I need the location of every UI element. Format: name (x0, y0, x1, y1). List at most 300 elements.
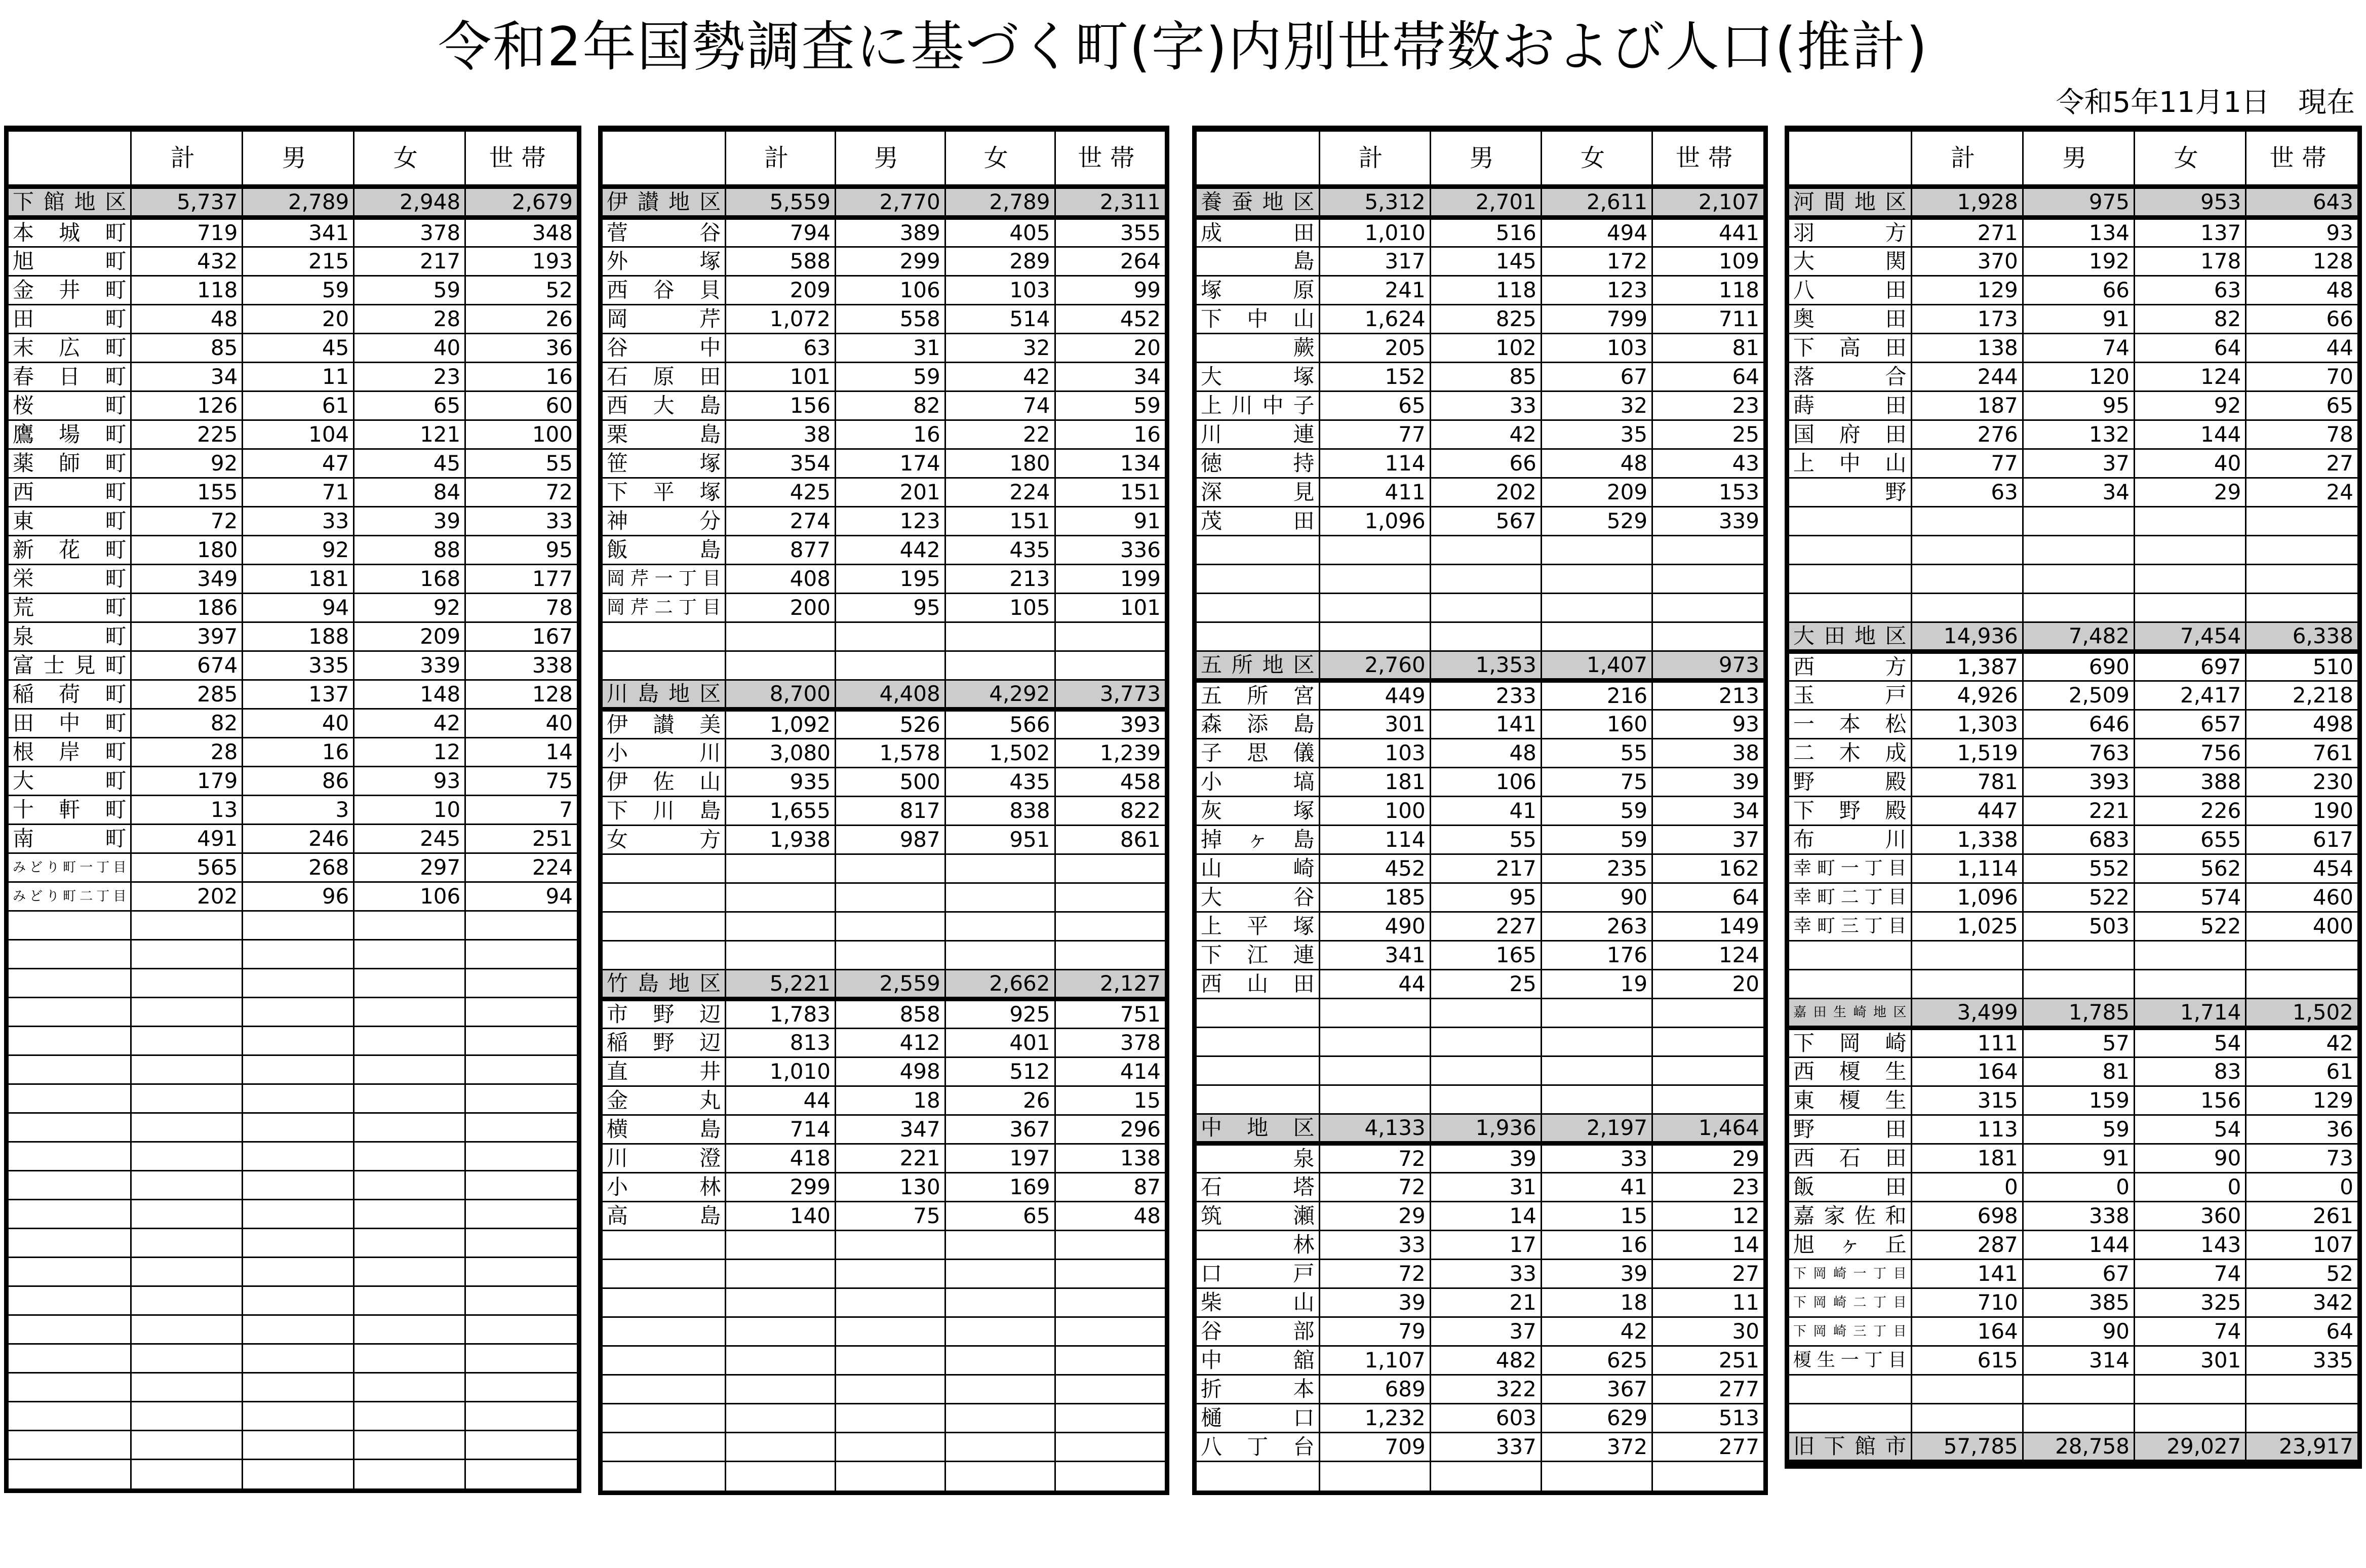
male-cell (243, 1431, 354, 1460)
female-cell (354, 1229, 465, 1258)
area-name (1789, 594, 1911, 622)
male-cell: 33 (1430, 1260, 1541, 1288)
female-cell: 84 (354, 478, 465, 507)
table-row (9, 391, 577, 420)
households-cell: 44 (2246, 334, 2357, 363)
households-cell (465, 1084, 577, 1113)
male-cell: 14 (1430, 1202, 1541, 1231)
total-cell (1319, 565, 1430, 594)
male-cell (243, 998, 354, 1027)
area-name: 林 (1197, 1231, 1319, 1260)
households-cell (465, 1229, 577, 1258)
area-name (9, 1113, 131, 1142)
area-name: 伊讃地区 (603, 187, 726, 218)
area-name: 上平塚 (1197, 912, 1319, 941)
area-name: 薬師町 (9, 449, 131, 478)
households-cell (465, 1142, 577, 1171)
table-block (598, 126, 1169, 1495)
area-name: 子思儀 (1197, 739, 1319, 768)
total-cell (726, 1404, 836, 1433)
table-row (1197, 391, 1763, 420)
households-cell: 87 (1055, 1173, 1165, 1202)
column-header-name (603, 131, 726, 187)
female-cell: 151 (945, 507, 1055, 536)
table-block (4, 126, 581, 1493)
total-cell: 287 (1911, 1231, 2023, 1260)
female-cell: 925 (945, 999, 1055, 1029)
female-cell (2135, 941, 2246, 970)
male-cell: 817 (835, 797, 945, 826)
male-cell: 526 (835, 710, 945, 739)
male-cell: 338 (2023, 1202, 2134, 1231)
total-cell: 181 (1911, 1144, 2023, 1173)
female-cell: 48 (1541, 449, 1652, 478)
empty-row (1197, 594, 1763, 622)
households-cell: 30 (1652, 1317, 1763, 1346)
table-row (603, 391, 1165, 420)
female-cell: 2,789 (945, 187, 1055, 218)
population-table (1197, 130, 1763, 1491)
empty-row (1197, 1056, 1763, 1085)
table-row (1789, 826, 2357, 854)
area-name (9, 1229, 131, 1258)
households-cell: 16 (465, 363, 577, 391)
area-name: 田中町 (9, 709, 131, 738)
total-cell: 141 (1911, 1260, 2023, 1288)
total-cell (1319, 1056, 1430, 1085)
households-cell (1652, 1462, 1763, 1491)
table-row (603, 768, 1165, 797)
area-name (603, 1375, 726, 1404)
total-cell: 34 (131, 363, 243, 391)
female-cell: 83 (2135, 1057, 2246, 1086)
empty-row (603, 1231, 1165, 1260)
households-cell: 14 (1652, 1231, 1763, 1260)
male-cell: 81 (2023, 1057, 2134, 1086)
area-name: 蒔田 (1789, 391, 1911, 420)
male-cell: 268 (243, 853, 354, 882)
female-cell (354, 1171, 465, 1200)
area-name (603, 1288, 726, 1317)
area-name: 西谷貝 (603, 276, 726, 305)
area-name (9, 969, 131, 998)
female-cell (1541, 1028, 1652, 1056)
households-cell: 296 (1055, 1115, 1165, 1144)
area-name (1789, 941, 1911, 970)
area-name (603, 1346, 726, 1375)
male-cell: 31 (1430, 1173, 1541, 1202)
population-table (1789, 130, 2357, 1464)
female-cell (1541, 999, 1652, 1028)
area-name: 国府田 (1789, 420, 1911, 449)
column-header-male: 男 (1430, 131, 1541, 187)
total-cell: 209 (726, 276, 836, 305)
area-name (9, 1027, 131, 1055)
area-name (9, 1373, 131, 1402)
male-cell: 104 (243, 420, 354, 449)
area-name: 下岡崎三丁目 (1789, 1317, 1911, 1346)
households-cell: 498 (2246, 710, 2357, 739)
total-cell: 698 (1911, 1202, 2023, 1231)
table-row (1789, 420, 2357, 449)
empty-row (1789, 941, 2357, 970)
empty-row (9, 969, 577, 998)
table-row (1789, 1173, 2357, 1202)
female-cell: 2,417 (2135, 681, 2246, 710)
female-cell: 756 (2135, 739, 2246, 768)
area-name (9, 1460, 131, 1488)
female-cell (354, 1315, 465, 1344)
female-cell (1541, 1056, 1652, 1085)
male-cell: 91 (2023, 305, 2134, 334)
total-cell: 1,096 (1319, 507, 1430, 536)
total-cell (131, 1200, 243, 1229)
total-cell: 65 (1319, 391, 1430, 420)
total-cell: 28 (131, 738, 243, 767)
female-cell: 32 (945, 334, 1055, 363)
households-cell: 751 (1055, 999, 1165, 1029)
female-cell: 29,027 (2135, 1433, 2246, 1462)
male-cell: 389 (835, 218, 945, 247)
table-row (603, 363, 1165, 391)
header-row (9, 131, 577, 187)
table-row (9, 478, 577, 507)
area-name: 一本松 (1789, 710, 1911, 739)
male-cell: 37 (1430, 1317, 1541, 1346)
male-cell (835, 1231, 945, 1260)
area-name: 石原田 (603, 363, 726, 391)
area-name: 谷中 (603, 334, 726, 363)
total-cell (1319, 594, 1430, 622)
male-cell (243, 1171, 354, 1200)
total-cell (131, 1373, 243, 1402)
area-name (603, 854, 726, 883)
male-cell (835, 1375, 945, 1404)
district-total-row (603, 187, 1165, 218)
area-name: みどり町一丁目 (9, 853, 131, 882)
households-cell: 460 (2246, 883, 2357, 912)
table-row (9, 247, 577, 276)
total-cell (131, 1286, 243, 1315)
area-name: 川島地区 (603, 680, 726, 710)
area-name: 山崎 (1197, 854, 1319, 883)
male-cell: 646 (2023, 710, 2134, 739)
female-cell: 26 (945, 1086, 1055, 1115)
table-row (603, 594, 1165, 622)
area-name: 旭町 (9, 247, 131, 276)
total-cell (131, 1171, 243, 1200)
area-name: 幸町三丁目 (1789, 912, 1911, 941)
empty-row (603, 1346, 1165, 1375)
total-cell: 408 (726, 565, 836, 594)
female-cell: 1,407 (1541, 651, 1652, 681)
households-cell: 643 (2246, 187, 2357, 218)
area-name: 石塔 (1197, 1173, 1319, 1202)
table-row (603, 739, 1165, 768)
female-cell: 74 (2135, 1260, 2246, 1288)
total-cell: 44 (1319, 970, 1430, 999)
area-name (9, 1315, 131, 1344)
female-cell: 405 (945, 218, 1055, 247)
district-total-row (603, 680, 1165, 710)
total-cell: 44 (726, 1086, 836, 1115)
female-cell (945, 854, 1055, 883)
total-cell (726, 883, 836, 912)
table-row (603, 478, 1165, 507)
female-cell (354, 1344, 465, 1373)
households-cell: 138 (1055, 1144, 1165, 1173)
total-cell (131, 1229, 243, 1258)
total-cell: 179 (131, 767, 243, 796)
table-row (1789, 710, 2357, 739)
area-name (1197, 999, 1319, 1028)
households-cell: 61 (2246, 1057, 2357, 1086)
area-name: 玉戸 (1789, 681, 1911, 710)
female-cell: 301 (2135, 1346, 2246, 1375)
households-cell: 70 (2246, 363, 2357, 391)
empty-row (9, 998, 577, 1027)
female-cell: 0 (2135, 1173, 2246, 1202)
households-cell: 23 (1652, 1173, 1763, 1202)
district-total-row (1789, 999, 2357, 1028)
total-cell: 225 (131, 420, 243, 449)
area-name (9, 940, 131, 969)
households-cell: 91 (1055, 507, 1165, 536)
area-name: 落合 (1789, 363, 1911, 391)
table-row (1789, 1288, 2357, 1317)
households-cell: 458 (1055, 768, 1165, 797)
total-cell (131, 1084, 243, 1113)
households-cell (465, 1460, 577, 1488)
male-cell: 482 (1430, 1346, 1541, 1375)
households-cell (465, 1344, 577, 1373)
female-cell: 124 (2135, 363, 2246, 391)
male-cell: 7,482 (2023, 622, 2134, 652)
male-cell: 137 (243, 680, 354, 709)
households-cell: 23,917 (2246, 1433, 2357, 1462)
households-cell (1055, 883, 1165, 912)
households-cell: 107 (2246, 1231, 2357, 1260)
area-name: 八田 (1789, 276, 1911, 305)
column-header-male: 男 (243, 131, 354, 187)
total-cell: 2,760 (1319, 651, 1430, 681)
table-row (9, 218, 577, 247)
households-cell: 78 (2246, 420, 2357, 449)
female-cell (354, 1286, 465, 1315)
area-name: 深見 (1197, 478, 1319, 507)
area-name: 中舘 (1197, 1346, 1319, 1375)
district-total-row (603, 970, 1165, 999)
total-cell: 1,107 (1319, 1346, 1430, 1375)
male-cell (835, 1462, 945, 1491)
female-cell: 799 (1541, 305, 1652, 334)
table-row (1197, 912, 1763, 941)
column-header-total: 計 (131, 131, 243, 187)
total-cell: 813 (726, 1029, 836, 1057)
households-cell: 43 (1652, 449, 1763, 478)
total-cell: 1,010 (1319, 218, 1430, 247)
table-row (1789, 854, 2357, 883)
area-name: 西山田 (1197, 970, 1319, 999)
area-name (9, 1084, 131, 1113)
households-cell: 118 (1652, 276, 1763, 305)
total-cell: 1,783 (726, 999, 836, 1029)
area-name: 下平塚 (603, 478, 726, 507)
area-name (9, 1055, 131, 1084)
area-name (603, 1433, 726, 1462)
total-cell: 152 (1319, 363, 1430, 391)
female-cell: 263 (1541, 912, 1652, 941)
empty-row (1789, 565, 2357, 594)
households-cell (465, 1200, 577, 1229)
female-cell (354, 998, 465, 1027)
area-name: 菅谷 (603, 218, 726, 247)
total-cell: 588 (726, 247, 836, 276)
total-cell (726, 622, 836, 651)
households-cell (2246, 941, 2357, 970)
table-row (1789, 739, 2357, 768)
area-name (9, 1258, 131, 1286)
households-cell: 34 (1055, 363, 1165, 391)
female-cell: 105 (945, 594, 1055, 622)
female-cell (945, 883, 1055, 912)
female-cell: 168 (354, 565, 465, 594)
female-cell: 75 (1541, 768, 1652, 797)
empty-row (1197, 1085, 1763, 1114)
female-cell: 12 (354, 738, 465, 767)
male-cell: 683 (2023, 826, 2134, 854)
households-cell (465, 1373, 577, 1402)
total-cell: 710 (1911, 1288, 2023, 1317)
households-cell: 264 (1055, 247, 1165, 276)
male-cell: 102 (1430, 334, 1541, 363)
female-cell: 2,662 (945, 970, 1055, 999)
table-row (1197, 1346, 1763, 1375)
female-cell: 289 (945, 247, 1055, 276)
area-name (603, 1260, 726, 1288)
male-cell: 95 (835, 594, 945, 622)
female-cell (354, 1055, 465, 1084)
area-name (1197, 1085, 1319, 1114)
male-cell (835, 941, 945, 970)
empty-row (1789, 594, 2357, 622)
male-cell (835, 1433, 945, 1462)
male-cell: 567 (1430, 507, 1541, 536)
households-cell (1055, 941, 1165, 970)
total-cell: 341 (1319, 941, 1430, 970)
female-cell: 401 (945, 1029, 1055, 1057)
male-cell: 2,701 (1430, 187, 1541, 218)
table-row (603, 1029, 1165, 1057)
households-cell: 335 (2246, 1346, 2357, 1375)
total-cell: 181 (1319, 768, 1430, 797)
area-name: 東町 (9, 507, 131, 536)
total-cell: 674 (131, 651, 243, 680)
total-cell (131, 940, 243, 969)
households-cell (1055, 912, 1165, 941)
table-row (1789, 449, 2357, 478)
households-cell: 129 (2246, 1086, 2357, 1115)
male-cell: 75 (835, 1202, 945, 1231)
table-row (9, 882, 577, 911)
male-cell (1430, 1028, 1541, 1056)
total-cell: 13 (131, 796, 243, 825)
households-cell (1652, 999, 1763, 1028)
male-cell: 120 (2023, 363, 2134, 391)
area-name (1789, 970, 1911, 999)
total-cell: 714 (726, 1115, 836, 1144)
area-name: 森添島 (1197, 710, 1319, 739)
total-cell: 118 (131, 276, 243, 305)
male-cell (2023, 1404, 2134, 1433)
male-cell: 393 (2023, 768, 2134, 797)
table-row (1197, 1231, 1763, 1260)
male-cell: 975 (2023, 187, 2134, 218)
table-row (9, 767, 577, 796)
total-cell: 200 (726, 594, 836, 622)
female-cell: 90 (2135, 1144, 2246, 1173)
households-cell: 2,127 (1055, 970, 1165, 999)
male-cell (835, 1260, 945, 1288)
households-cell: 251 (1652, 1346, 1763, 1375)
male-cell (835, 1346, 945, 1375)
total-cell: 1,655 (726, 797, 836, 826)
column-header-households: 世帯 (465, 131, 577, 187)
empty-row (9, 1084, 577, 1113)
female-cell: 512 (945, 1057, 1055, 1086)
female-cell: 180 (945, 449, 1055, 478)
households-cell: 441 (1652, 218, 1763, 247)
male-cell (1430, 536, 1541, 565)
total-cell (131, 1315, 243, 1344)
female-cell: 90 (1541, 883, 1652, 912)
empty-row (9, 1171, 577, 1200)
empty-row (603, 1462, 1165, 1491)
total-cell (131, 1055, 243, 1084)
total-cell: 1,092 (726, 710, 836, 739)
area-name (603, 1317, 726, 1346)
households-cell: 95 (465, 536, 577, 565)
households-cell: 1,464 (1652, 1114, 1763, 1144)
total-cell: 935 (726, 768, 836, 797)
male-cell (835, 854, 945, 883)
area-name: 養蚕地区 (1197, 187, 1319, 218)
female-cell (354, 1460, 465, 1488)
male-cell (243, 1402, 354, 1431)
total-cell: 1,519 (1911, 739, 2023, 768)
female-cell: 435 (945, 768, 1055, 797)
male-cell: 16 (243, 738, 354, 767)
female-cell: 54 (2135, 1028, 2246, 1057)
male-cell (243, 1084, 354, 1113)
area-name (1789, 565, 1911, 594)
male-cell: 59 (243, 276, 354, 305)
female-cell: 16 (1541, 1231, 1652, 1260)
area-name (1789, 1375, 1911, 1404)
female-cell (945, 1317, 1055, 1346)
female-cell: 92 (2135, 391, 2246, 420)
total-cell: 794 (726, 218, 836, 247)
total-cell: 14,936 (1911, 622, 2023, 652)
households-cell: 0 (2246, 1173, 2357, 1202)
female-cell: 235 (1541, 854, 1652, 883)
male-cell: 1,936 (1430, 1114, 1541, 1144)
male-cell: 17 (1430, 1231, 1541, 1260)
column-header-total: 計 (726, 131, 836, 187)
female-cell: 224 (945, 478, 1055, 507)
households-cell: 454 (2246, 854, 2357, 883)
empty-row (9, 1373, 577, 1402)
